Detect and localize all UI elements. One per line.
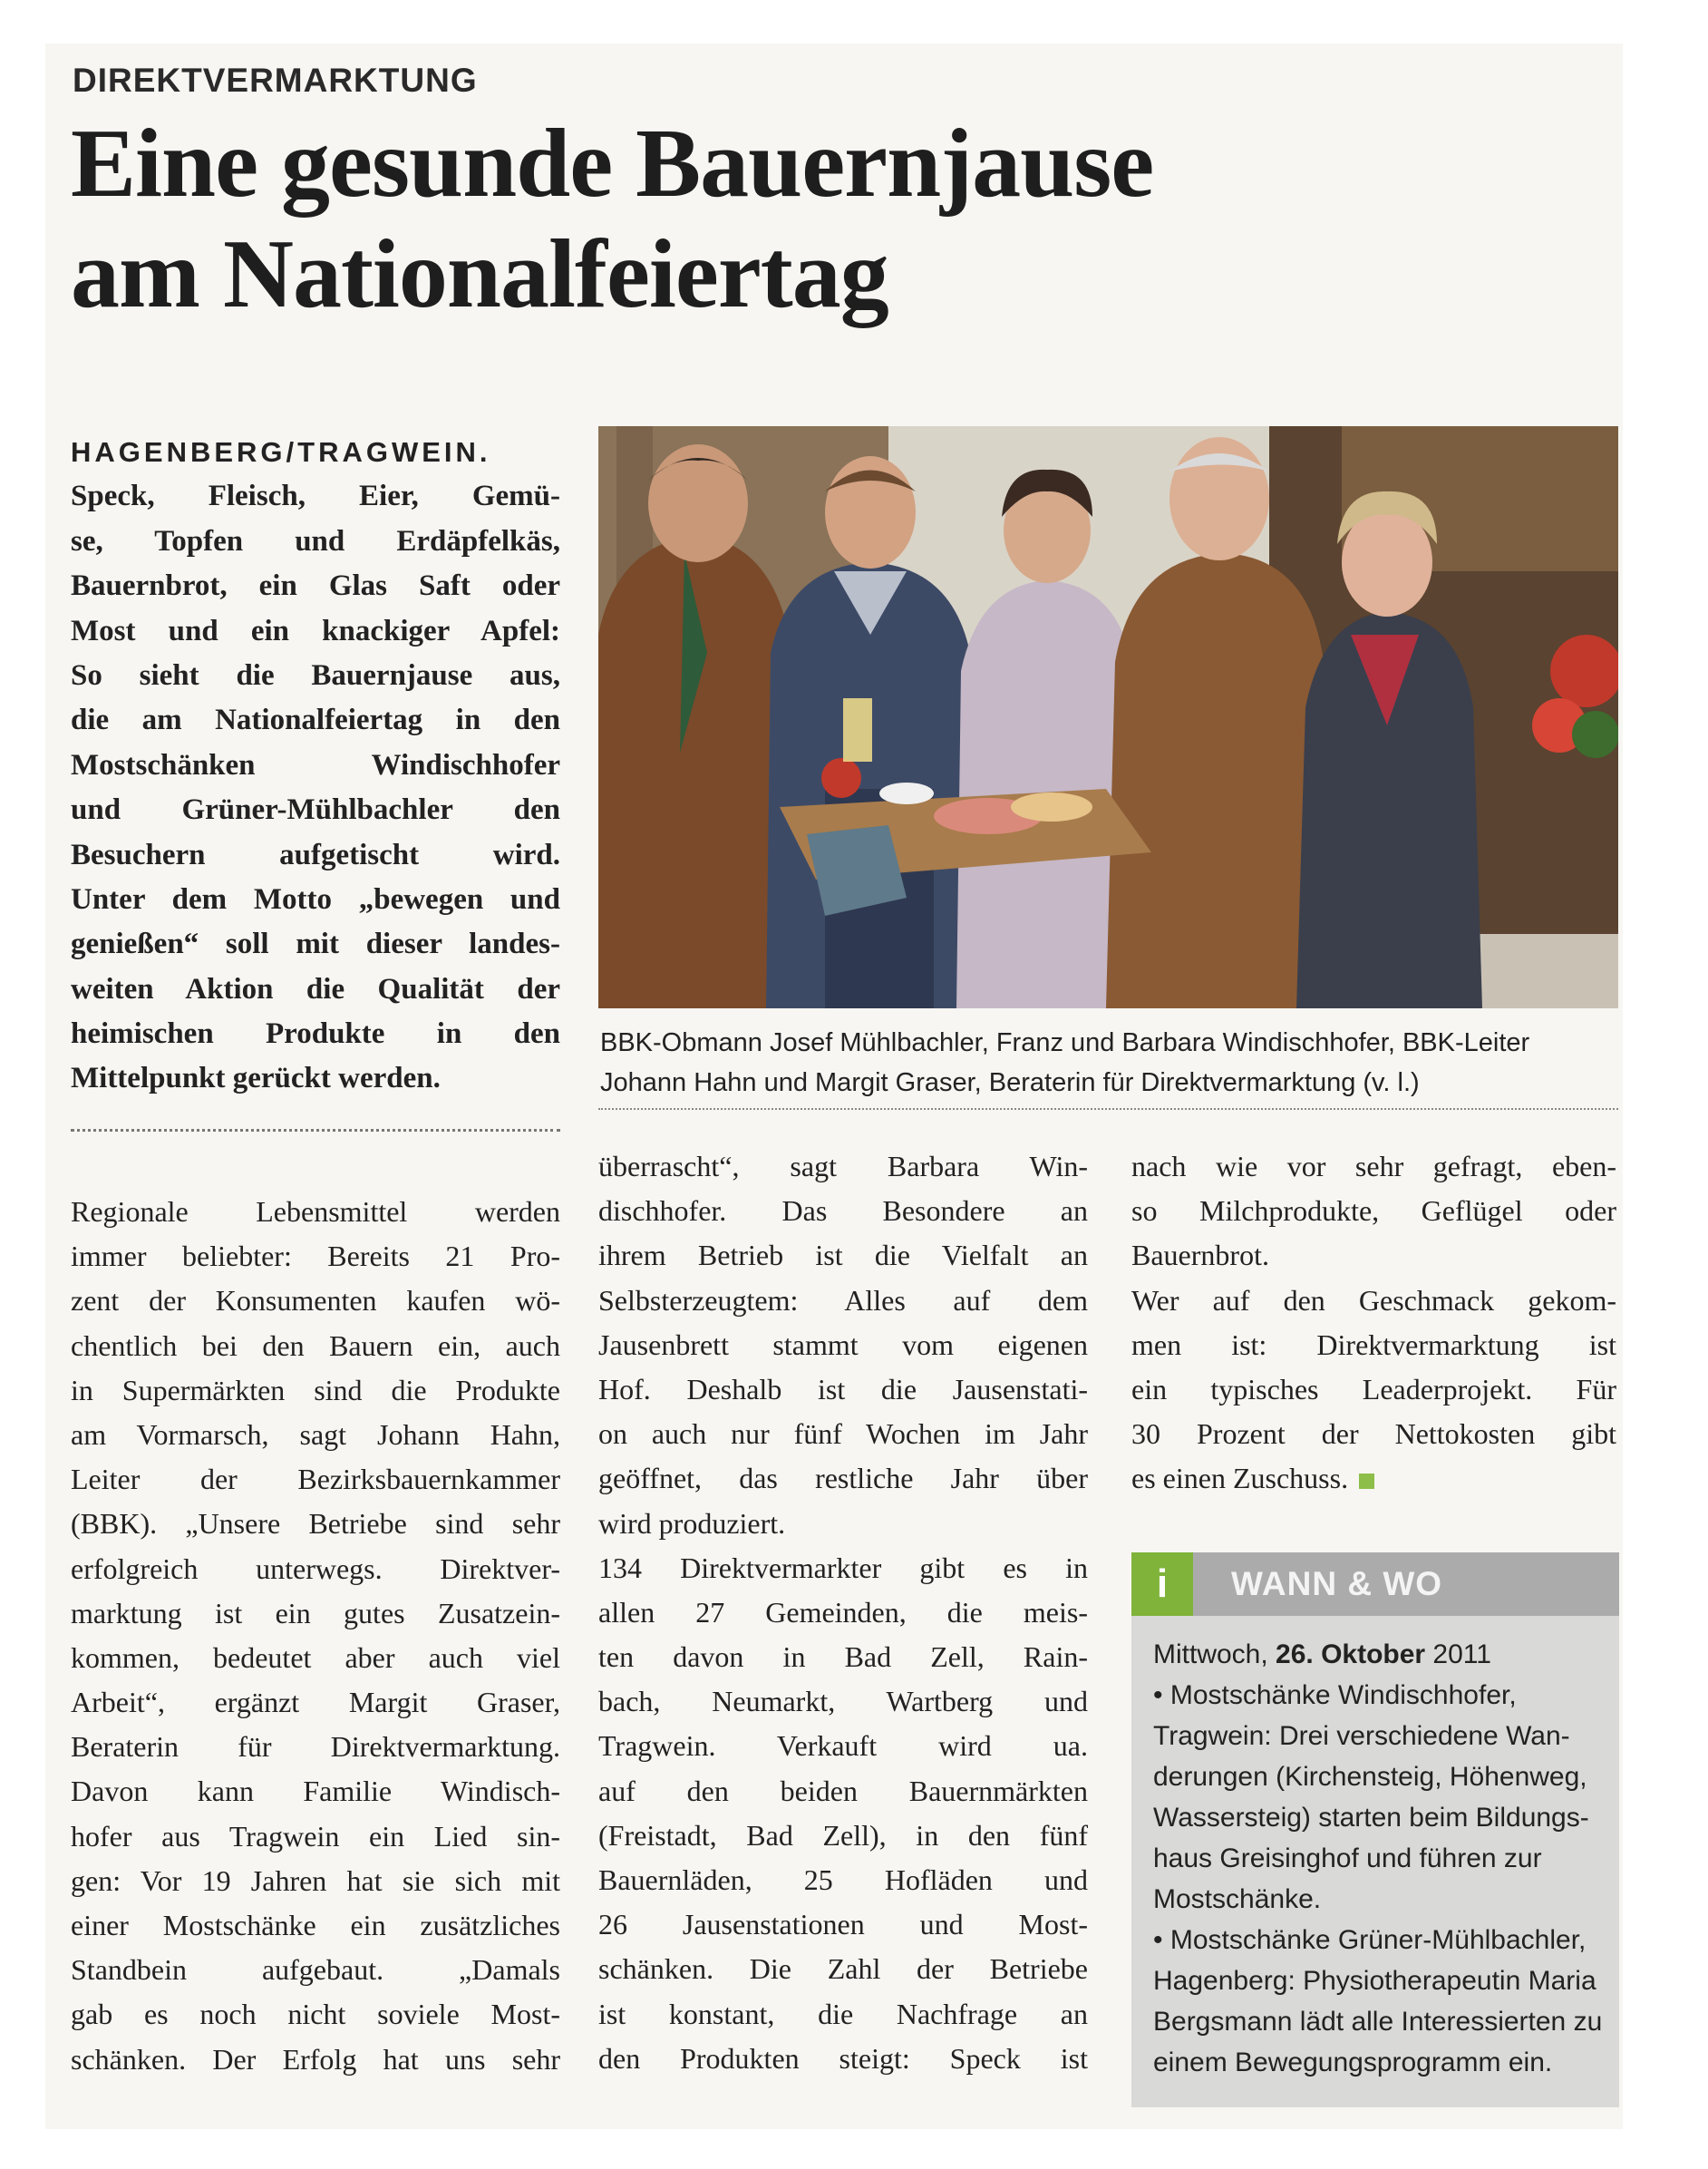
body-line: schänken. Die Zahl der Betriebe — [598, 1952, 1088, 1986]
info-line: derungen (Kirchensteig, Höhenweg, — [1153, 1762, 1587, 1792]
lead-line: Unter dem Motto „bewegen und — [71, 882, 560, 916]
body-line: (BBK). „Unsere Betriebe sind sehr — [71, 1507, 560, 1541]
lead-line: Bauernbrot, ein Glas Saft oder — [71, 569, 560, 603]
body-line: den Produkten steigt: Speck ist — [598, 2041, 1088, 2075]
body-line: Arbeit“, ergänzt Margit Graser, — [71, 1686, 560, 1719]
headline — [71, 109, 1630, 330]
info-line: Mostschänke. — [1153, 1884, 1322, 1914]
body-line: ein typisches Leaderprojekt. Für — [1131, 1372, 1616, 1405]
lead-divider — [71, 1129, 560, 1132]
lead-line: Besuchern aufgetischt wird. — [71, 838, 560, 871]
article-photo — [598, 426, 1618, 1008]
body-line: Leiter der Bezirksbauernkammer — [71, 1463, 560, 1496]
body-line: men ist: Direktvermarktung ist — [1131, 1328, 1616, 1361]
body-column-1 — [71, 1190, 560, 2082]
body-line: so Milchprodukte, Geflügel oder — [1131, 1194, 1616, 1228]
body-column-2 — [598, 1144, 1088, 2081]
body-line: Hof. Deshalb ist die Jausenstati- — [598, 1372, 1088, 1405]
body-line: bach, Neumarkt, Wartberg und — [598, 1685, 1088, 1718]
body-line: zent der Konsumenten kaufen wö- — [71, 1284, 560, 1318]
body-line: Bauernbrot. — [1131, 1239, 1269, 1272]
body-line: allen 27 Gemeinden, die meis- — [598, 1595, 1088, 1629]
info-line: Bergsmann lädt alle Interessierten zu — [1153, 2007, 1603, 2037]
body-line: auf den beiden Bauernmärkten — [598, 1774, 1088, 1807]
photo-caption — [600, 1023, 1625, 1103]
body-line: (Freistadt, Bad Zell), in den fünf — [598, 1818, 1088, 1852]
lead-location: HAGENBERG/TRAGWEIN. — [71, 436, 491, 468]
caption-line: BBK-Obmann Josef Mühlbachler, Franz und Barbara Windischhofer, BBK-Leiter — [600, 1028, 1530, 1057]
body-line: in Supermärkten sind die Produkte — [71, 1373, 560, 1406]
body-line: am Vormarsch, sagt Johann Hahn, — [71, 1417, 560, 1451]
body-line: Regionale Lebensmittel werden — [71, 1195, 560, 1228]
body-line: 134 Direktvermarkter gibt es in — [598, 1551, 1088, 1584]
headline-line: am Nationalfeiertag — [71, 220, 888, 328]
body-line: Standbein aufgebaut. „Damals — [71, 1953, 560, 1987]
info-date-bold: 26. Oktober — [1276, 1639, 1426, 1669]
body-line: Beraterin für Direktvermarktung. — [71, 1730, 560, 1764]
body-line: hofer aus Tragwein ein Lied sin- — [71, 1819, 560, 1853]
body-line: ihrem Betrieb ist die Vielfalt an — [598, 1239, 1088, 1272]
lead-paragraph — [71, 430, 560, 1102]
body-line: dischhofer. Das Besondere an — [598, 1194, 1088, 1228]
body-line: geöffnet, das restliche Jahr über — [598, 1462, 1088, 1495]
body-line: ten davon in Bad Zell, Rain- — [598, 1640, 1088, 1674]
info-line: Tragwein: Drei verschiedene Wan- — [1153, 1721, 1570, 1751]
body-line: erfolgreich unterwegs. Direktver- — [71, 1551, 560, 1585]
kicker: DIREKTVERMARKTUNG — [73, 62, 478, 99]
body-line: gen: Vor 19 Jahren hat sie sich mit — [71, 1863, 560, 1897]
lead-line: genießen“ soll mit dieser landes- — [71, 928, 560, 961]
body-line-text: es einen Zuschuss. — [1131, 1462, 1349, 1495]
body-line: kommen, bedeutet aber auch viel — [71, 1640, 560, 1674]
info-icon: i — [1131, 1552, 1193, 1616]
info-box-body — [1153, 1634, 1606, 2083]
body-line: Bauernläden, 25 Hofläden und — [598, 1863, 1088, 1896]
info-line: Hagenberg: Physiotherapeutin Maria — [1153, 1966, 1596, 1996]
article-end-mark — [1359, 1474, 1374, 1489]
lead-line: Speck, Fleisch, Eier, Gemü- — [71, 480, 560, 513]
body-line: 26 Jausenstationen und Most- — [598, 1908, 1088, 1941]
lead-line — [71, 430, 560, 474]
body-line: einer Mostschänke ein zusätzliches — [71, 1909, 560, 1941]
lead-line: So sieht die Bauernjause aus, — [71, 658, 560, 692]
info-box — [1131, 1552, 1619, 2107]
lead-line: weiten Aktion die Qualität der — [71, 972, 560, 1006]
headline-line: Eine gesunde Bauernjause — [71, 110, 1154, 218]
body-line-final — [1131, 1456, 1616, 1501]
body-column-3 — [1131, 1144, 1616, 1502]
lead-line: Mostschänken Windischhofer — [71, 748, 560, 782]
lead-line: Mittelpunkt gerückt werden. — [71, 1062, 441, 1095]
body-line: Wer auf den Geschmack gekom- — [1131, 1283, 1616, 1317]
info-line: • Mostschänke Grüner-Mühlbachler, — [1153, 1925, 1587, 1955]
body-line: Selbsterzeugtem: Alles auf dem — [598, 1283, 1088, 1317]
body-line: wird produziert. — [598, 1506, 786, 1540]
body-line: gab es noch nicht soviele Most- — [71, 1998, 560, 2031]
info-line: • Mostschänke Windischhofer, — [1153, 1680, 1517, 1710]
body-line: ist konstant, die Nachfrage an — [598, 1997, 1088, 2030]
body-line: überrascht“, sagt Barbara Win- — [598, 1150, 1088, 1182]
lead-line: die am Nationalfeiertag in den — [71, 704, 560, 737]
info-box-title: WANN & WO — [1231, 1565, 1443, 1602]
body-line: Jausenbrett stammt vom eigenen — [598, 1328, 1088, 1361]
info-line: Wassersteig) starten beim Bildungs- — [1153, 1803, 1589, 1833]
body-line: marktung ist ein gutes Zusatzein- — [71, 1596, 560, 1629]
body-line: on auch nur fünf Wochen im Jahr — [598, 1417, 1088, 1451]
lead-line: heimischen Produkte in den — [71, 1017, 560, 1051]
info-line: haus Greisinghof und führen zur — [1153, 1843, 1542, 1873]
info-date-suffix: 2011 — [1425, 1639, 1491, 1669]
body-line: Tragwein. Verkauft wird ua. — [598, 1729, 1088, 1763]
body-line: Davon kann Familie Windisch- — [71, 1775, 560, 1808]
info-line: einem Bewegungsprogramm ein. — [1153, 2047, 1553, 2077]
body-line: 30 Prozent der Nettokosten gibt — [1131, 1417, 1616, 1451]
lead-line: se, Topfen und Erdäpfelkäs, — [71, 524, 560, 558]
lead-line: und Grüner-Mühlbachler den — [71, 793, 560, 827]
lead-line: Most und ein knackiger Apfel: — [71, 614, 560, 647]
body-line: immer beliebter: Bereits 21 Pro- — [71, 1240, 560, 1273]
body-line: schänken. Der Erfolg hat uns sehr — [71, 2042, 560, 2076]
info-date-prefix: Mittwoch, — [1153, 1639, 1276, 1669]
caption-divider — [598, 1108, 1618, 1110]
caption-line: Johann Hahn und Margit Graser, Beraterin für Direktvermarktung (v. l.) — [600, 1068, 1420, 1097]
body-line: nach wie vor sehr gefragt, eben- — [1131, 1150, 1616, 1182]
body-line: chentlich bei den Bauern ein, auch — [71, 1328, 560, 1362]
info-date — [1153, 1634, 1606, 1675]
